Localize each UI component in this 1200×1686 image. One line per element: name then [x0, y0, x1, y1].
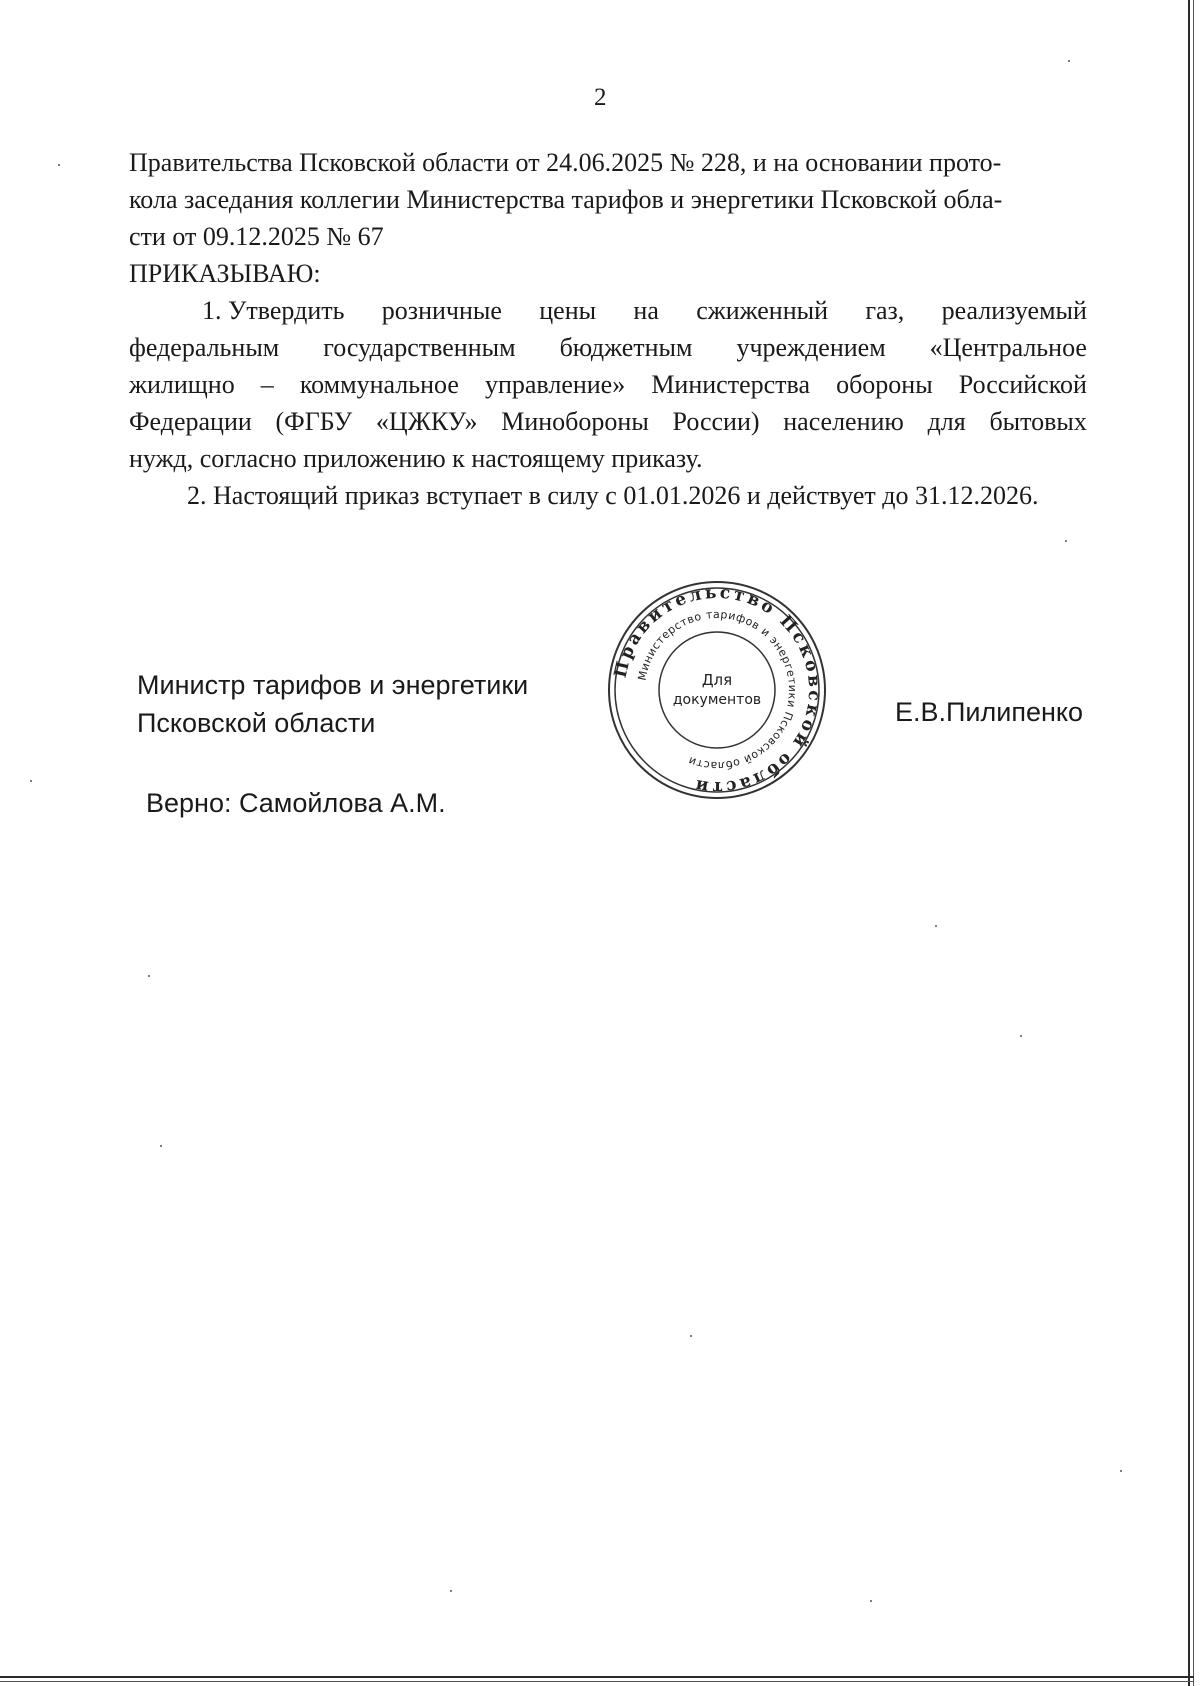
certified-copy-note: Верно: Самойлова А.М.: [146, 788, 446, 818]
word: управление»: [484, 370, 626, 399]
word: на: [633, 296, 659, 325]
scan-speck: [690, 1335, 692, 1337]
scan-speck: [870, 1600, 872, 1602]
word: населению: [783, 407, 904, 436]
word: «Центральное: [929, 333, 1087, 362]
word: реализуемый: [941, 296, 1087, 325]
word: государственным: [323, 333, 516, 362]
word: для: [927, 407, 966, 436]
signatory-name: Е.В.Пилипенко: [895, 697, 1084, 727]
item2: 2. Настоящий приказ вступает в силу с 01.01.2026 и действует до 31.12.2026.: [187, 481, 1039, 510]
scan-speck: [935, 925, 937, 927]
page-number: 2: [594, 84, 607, 111]
word: бытовых: [989, 407, 1087, 436]
body-line-1: Правительства Псковской области от 24.06.2025 № 228, и на основании прото-: [129, 148, 1002, 177]
word: России): [672, 407, 760, 436]
official-seal-stamp: [597, 580, 837, 800]
page-edge-right-inner: [1193, 0, 1194, 1686]
scan-speck: [160, 1145, 162, 1147]
word: цены: [539, 296, 597, 325]
seal-inner-text: Министерство тарифов и энергетики Псковской области: [635, 607, 800, 773]
word: жилищно: [129, 370, 235, 399]
item1-line-5: нужд, согласно приложению к настоящему приказу.: [129, 444, 703, 473]
word: –: [260, 370, 274, 399]
word: учреждением: [736, 333, 886, 362]
signatory-position-line-2: Псковской области: [137, 708, 376, 738]
scan-speck: [450, 1590, 452, 1592]
order-word: ПРИКАЗЫВАЮ:: [129, 259, 321, 288]
seal-center-line-1: Для: [701, 671, 733, 689]
item1-line-1: [202, 298, 1087, 324]
word: (ФГБУ: [275, 407, 353, 436]
word: бюджетным: [559, 333, 693, 362]
word: Минобороны: [501, 407, 649, 436]
scan-speck: [58, 164, 60, 166]
scan-speck: [30, 780, 32, 782]
item1-line-3: [129, 372, 1087, 398]
scan-speck: [148, 975, 150, 977]
signatory-position-line-1: Министр тарифов и энергетики: [137, 670, 529, 700]
page-edge-bottom: [0, 1676, 1194, 1678]
word: газ,: [865, 296, 905, 325]
word: обороны: [836, 370, 933, 399]
item1-line-2: [129, 335, 1087, 361]
word: «ЦЖКУ»: [375, 407, 478, 436]
word: Российской: [958, 370, 1087, 399]
word: Федерации: [129, 407, 252, 436]
word: розничные: [381, 296, 502, 325]
seal-center-line-2: документов: [672, 692, 762, 708]
body-line-2: кола заседания коллегии Министерства тарифов и энергетики Псковской обла-: [129, 185, 1003, 214]
word: коммунальное: [299, 370, 459, 399]
word: сжиженный: [696, 296, 828, 325]
item1-line-4: [129, 409, 1087, 435]
word: 1. Утвердить: [202, 296, 345, 325]
word: Министерства: [651, 370, 810, 399]
seal-outer-text: Правительство Псковской области: [610, 582, 825, 798]
scan-speck: [1120, 1470, 1122, 1472]
page-edge-right: [1188, 0, 1190, 1686]
page-edge-bottom-inner: [0, 1681, 1194, 1682]
scan-speck: [1020, 1035, 1022, 1037]
body-line-3: сти от 09.12.2025 № 67: [129, 222, 384, 251]
scan-speck: [1068, 60, 1070, 62]
word: федеральным: [129, 333, 280, 362]
scan-speck: [1065, 540, 1067, 542]
